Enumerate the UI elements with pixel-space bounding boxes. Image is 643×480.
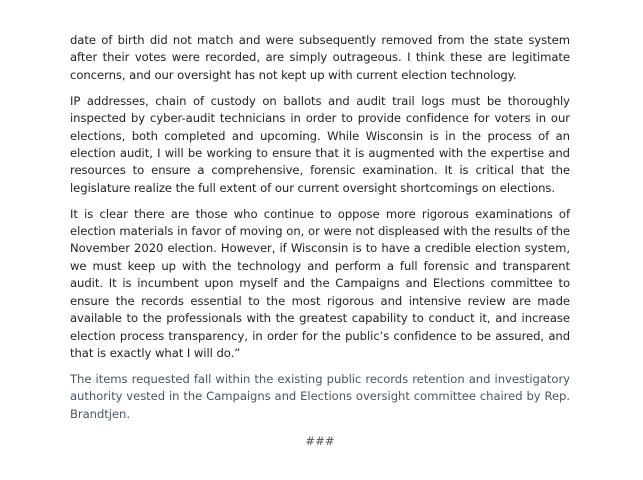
- paragraph-records-authority: The items requested fall within the existing public records retention and investigatory authority vested in the Campaigns and Elections oversight committee chaired by Rep. Brandtjen.: [70, 371, 570, 421]
- paragraph-voter-records: date of birth did not match and were subsequently removed from the state system after their votes were recorded, are simply outrageous. I think these are legitimate concerns, and our oversight has not kept up with current election technology.: [70, 33, 570, 82]
- document-page: [70, 32, 570, 450]
- end-of-release-mark: ###: [305, 434, 335, 449]
- paragraph-audit-inspection: IP addresses, chain of custody on ballots and audit trail logs must be thoroughly inspected by cyber-audit technicians in order to provide confidence for voters in our elections, both completed and upcoming. While Wisconsin is in the process of an election audit, I will be working to ensure that it is augmented with the expertise and resources to ensure a comprehensive, forensic examination. It is critical that the legislature realize the full extent of our current oversight shortcomings on elections.: [70, 93, 570, 195]
- paragraph-forensic-audit-quote: It is clear there are those who continue to oppose more rigorous examinations of election materials in favor of moving on, or were not displeased with the results of the November 2020 election. However, if Wisconsin is to have a credible election system, we must keep up with the technology and perform a full forensic and transparent audit. It is incumbent upon myself and the Campaigns and Elections committee to ensure the records essential to the most rigorous and intensive review are made available to the professionals with the greatest capability to conduct it, and increase election process transparency, in order for the public’s confidence to be assured, and that is exactly what I will do.”: [70, 206, 570, 360]
